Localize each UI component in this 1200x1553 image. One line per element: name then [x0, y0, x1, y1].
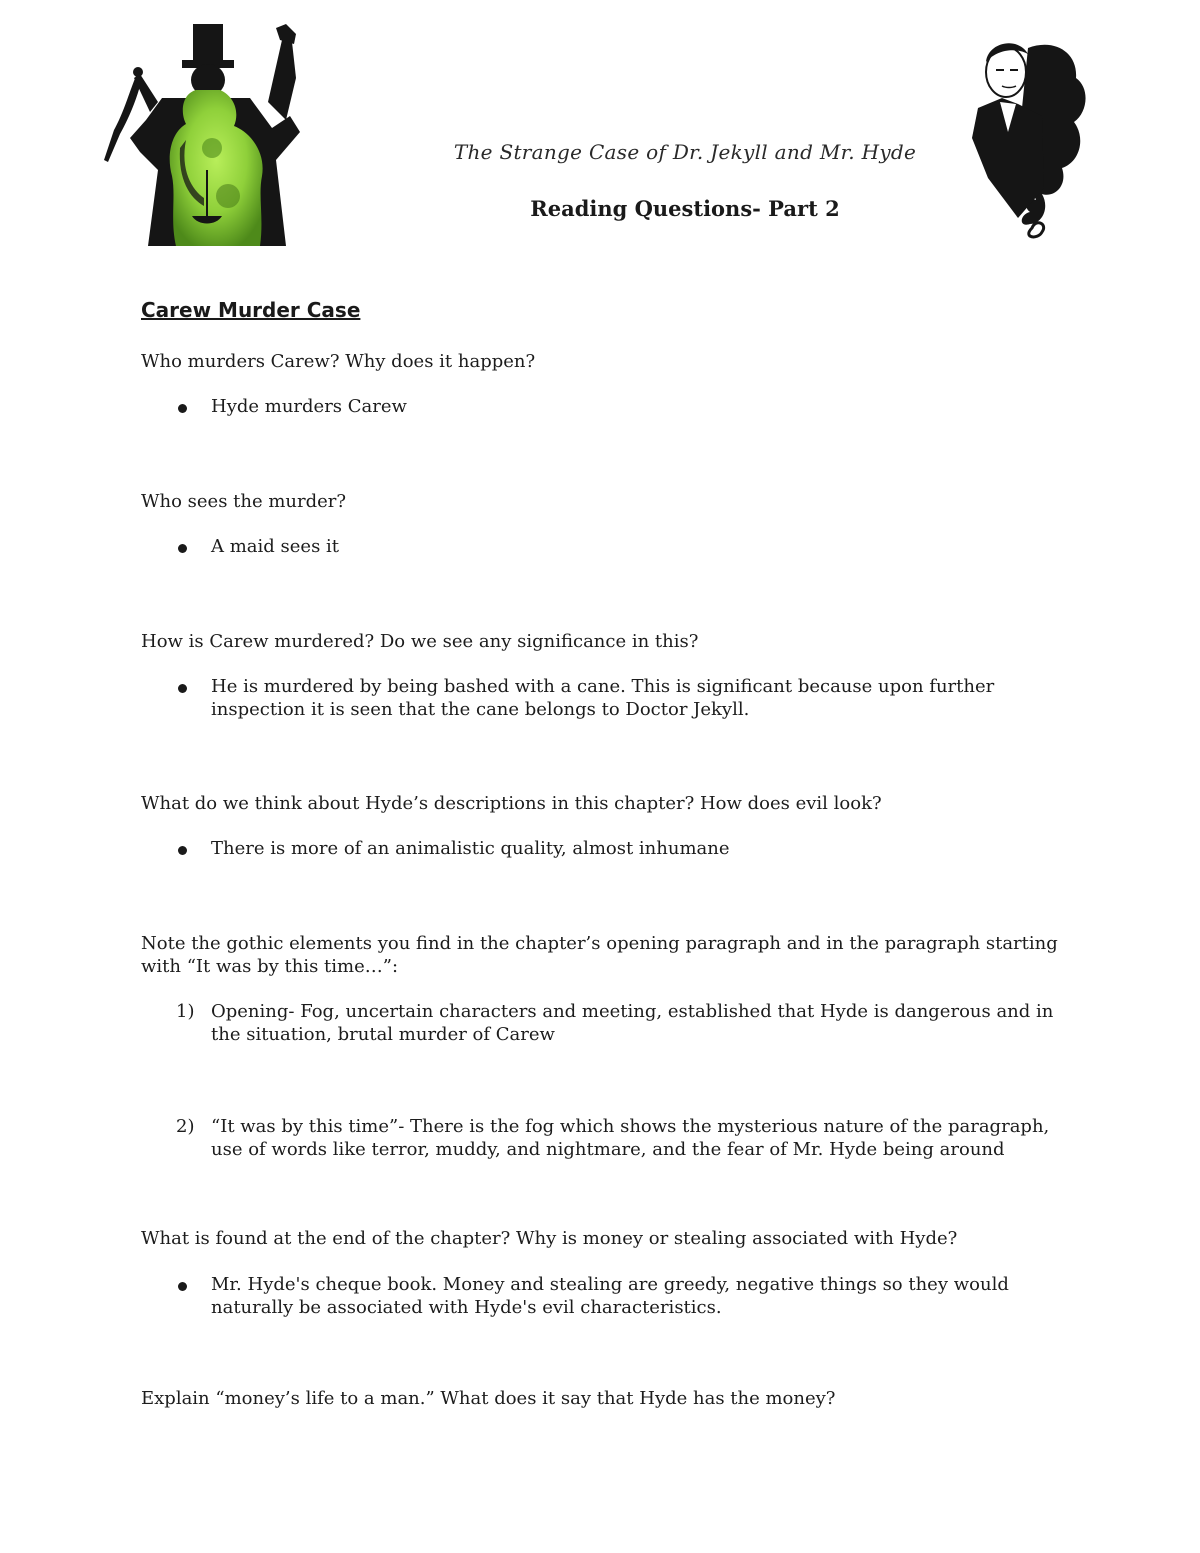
bullet-icon	[178, 544, 187, 553]
book-title: The Strange Case of Dr. Jekyll and Mr. Hyde	[453, 140, 917, 164]
answer-6	[176, 1273, 1056, 1319]
question-4: What do we think about Hyde’s descriptions in this chapter? How does evil look?	[141, 793, 882, 814]
answer-text: Hyde murders Carew	[211, 396, 407, 417]
question-5: Note the gothic elements you find in the chapter’s opening paragraph and in the paragraph starting with “It was by this time…”:	[141, 933, 1058, 977]
question-7: Explain “money’s life to a man.” What does it say that Hyde has the money?	[141, 1388, 836, 1409]
answer-marker: 1)	[176, 1001, 195, 1022]
answer-2	[176, 535, 1056, 558]
answer-text: A maid sees it	[211, 536, 340, 557]
answer-5-2	[176, 1115, 1056, 1161]
answer-text: Mr. Hyde's cheque book. Money and stealing are greedy, negative things so they would naturally be associated with Hyde's evil characteristics.	[211, 1274, 1009, 1318]
answer-5-1	[176, 1000, 1056, 1046]
answer-text: He is murdered by being bashed with a cane. This is significant because upon further inspection it is seen that the cane belongs to Doctor Jekyll.	[211, 676, 995, 720]
question-1: Who murders Carew? Why does it happen?	[141, 351, 536, 372]
answer-1	[176, 395, 1056, 418]
bullet-icon	[178, 684, 187, 693]
answer-text: There is more of an animalistic quality, almost inhumane	[211, 838, 730, 859]
answer-marker: 2)	[176, 1116, 195, 1137]
answer-3	[176, 675, 1056, 721]
document-title: Reading Questions- Part 2	[530, 196, 840, 221]
question-3: How is Carew murdered? Do we see any significance in this?	[141, 631, 699, 652]
answer-text: “It was by this time”- There is the fog which shows the mysterious nature of the paragraph, use of words like terror, muddy, and nightmare, and the fear of Mr. Hyde being around	[211, 1116, 1050, 1160]
question-6: What is found at the end of the chapter? Why is money or stealing associated with Hyde?	[141, 1228, 958, 1249]
section-heading: Carew Murder Case	[141, 298, 361, 322]
bullet-icon	[178, 404, 187, 413]
bullet-icon	[178, 1282, 187, 1291]
jekyll-hyde-silhouette-icon	[100, 20, 310, 250]
answer-4	[176, 837, 1056, 860]
answer-text: Opening- Fog, uncertain characters and meeting, established that Hyde is dangerous and in the situation, brutal murder of Carew	[211, 1001, 1054, 1045]
question-2: Who sees the murder?	[141, 491, 347, 512]
bullet-icon	[178, 846, 187, 855]
